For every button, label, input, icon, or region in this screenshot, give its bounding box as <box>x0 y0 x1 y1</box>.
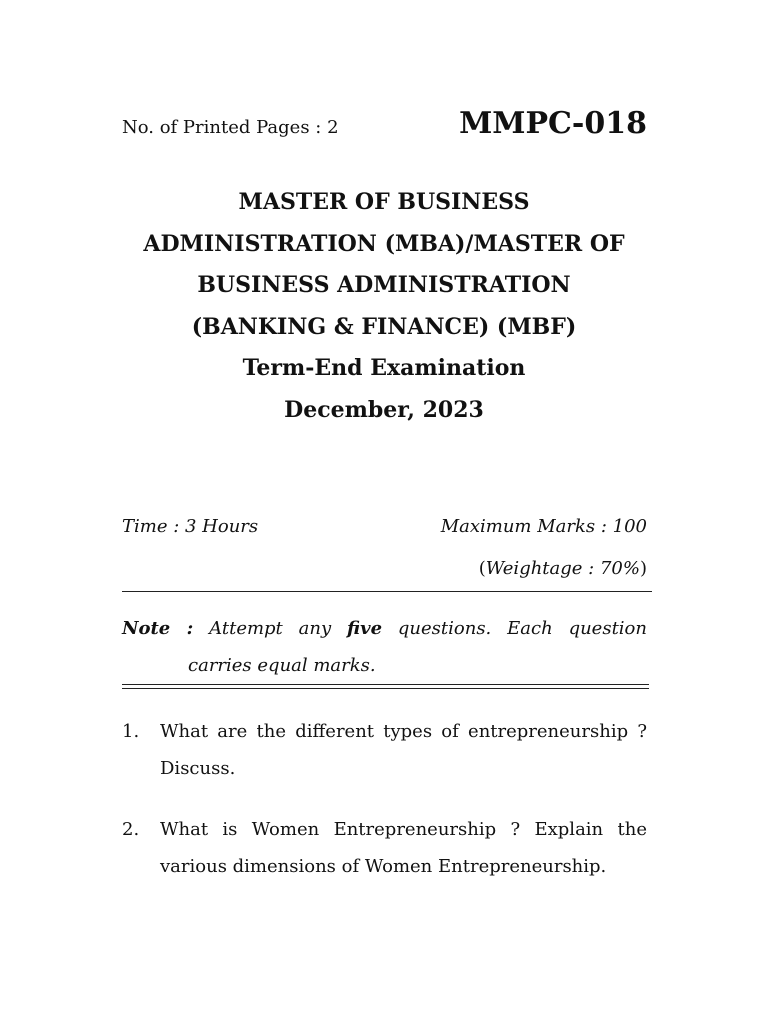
double-divider-rule <box>122 684 649 689</box>
note-label: Note : <box>122 618 194 639</box>
question-number: 1. <box>122 721 140 742</box>
weightage-close-paren: ) <box>639 558 647 579</box>
note-line-1 <box>122 610 647 647</box>
exam-duration: Time : 3 Hours <box>122 516 259 537</box>
note-text-after: questions. Each question <box>382 618 647 639</box>
divider-rule <box>122 591 652 592</box>
paper-code: MMPC-018 <box>459 106 647 141</box>
weightage-open-paren: ( <box>478 558 486 579</box>
maximum-marks: Maximum Marks : 100 <box>440 516 647 537</box>
time-marks-row <box>122 515 647 541</box>
printed-pages-count: No. of Printed Pages : 2 <box>122 117 339 138</box>
title-line: MASTER OF BUSINESS <box>238 189 530 215</box>
header-row <box>122 108 647 148</box>
question-text: What is Women Entrepreneurship ? Explain the various dimensions of Women Entrepreneurship. <box>160 819 647 877</box>
weightage-value: Weightage : 70% <box>485 558 640 579</box>
exam-date: December, 2023 <box>284 396 484 423</box>
exam-title <box>100 182 668 431</box>
instructions-note <box>122 610 647 684</box>
note-emphasis: five <box>347 618 383 639</box>
question-number: 2. <box>122 819 140 840</box>
question-text: What are the different types of entrepreneurship ? Discuss. <box>160 721 647 779</box>
question-item <box>122 811 647 885</box>
title-line: ADMINISTRATION (MBA)/MASTER OF <box>143 230 625 257</box>
note-text-before: Attempt any <box>193 618 348 639</box>
question-item <box>122 713 647 787</box>
note-line-2: carries equal marks. <box>188 655 376 676</box>
weightage <box>479 557 647 581</box>
title-line: BUSINESS ADMINISTRATION <box>197 272 571 298</box>
title-line: (BANKING & FINANCE) (MBF) <box>191 313 577 340</box>
exam-type: Term-End Examination <box>242 355 526 381</box>
